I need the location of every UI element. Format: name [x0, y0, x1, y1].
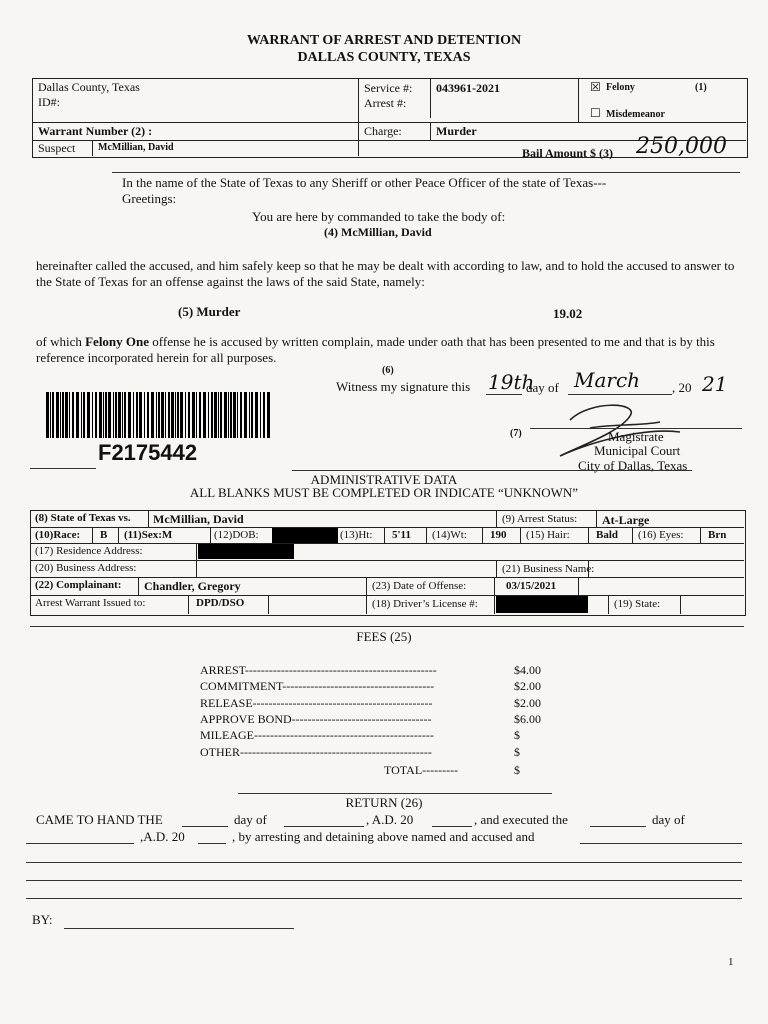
fee-label: ARREST------------------------------------------------ — [200, 663, 437, 677]
business-name-label: (21) Business Name: — [502, 563, 595, 575]
fees-total-label: TOTAL--------- — [384, 763, 459, 777]
witness-year-handwritten: 21 — [702, 372, 728, 396]
business-address-label: (20) Business Address: — [35, 562, 137, 574]
weight-value: 190 — [490, 529, 507, 541]
day-of-text: day of — [526, 380, 559, 395]
issued-to-value: DPD/DSO — [196, 597, 245, 609]
offense-code: 19.02 — [553, 306, 583, 321]
offense-date-label: (23) Date of Offense: — [372, 580, 467, 592]
custody-paragraph: hereinafter called the accused, and him safely keep so that he may be dealt with according to law, and to hold the accused to answer to the State of Texas for an offense against the laws of the said State, namely: — [36, 258, 735, 289]
fee-label: MILEAGE--------------------------------------------- — [200, 728, 434, 743]
court-label: Municipal Court — [594, 443, 681, 458]
fee-amount: $6.00 — [514, 711, 541, 726]
fee-label: APPROVE BOND----------------------------------- — [200, 711, 432, 726]
suspect-value: McMillian, David — [98, 142, 174, 153]
return-ad20-text: , A.D. 20 — [366, 812, 414, 827]
document-subtitle: DALLAS COUNTY, TEXAS — [297, 50, 471, 65]
service-value: 043961-2021 — [436, 81, 500, 95]
fee-amount: $ — [514, 744, 520, 759]
felony-checkbox-icon: ☒ — [590, 80, 601, 94]
suspect-label: Suspect — [38, 141, 76, 155]
fee-label: COMMITMENT-------------------------------------- — [200, 679, 435, 694]
witness-day-handwritten: 19th — [488, 370, 535, 394]
misdemeanor-checkbox-icon: ☐ — [590, 106, 601, 120]
commanded-text: You are here by commanded to take the body of: — [252, 209, 506, 224]
intro-text: In the name of the State of Texas to any Sheriff or other Peace Officer of the state of Texas--- — [122, 175, 607, 190]
witness-month-handwritten: March — [574, 368, 641, 392]
id-label: ID#: — [38, 95, 60, 109]
fee-amount: $2.00 — [514, 679, 541, 694]
offense-date-value: 03/15/2021 — [506, 580, 557, 592]
by-signature-line — [64, 928, 294, 929]
felony-number: (1) — [695, 82, 707, 93]
accused-name: (4) McMillian, David — [324, 225, 432, 239]
magistrate-label: Magistrate — [608, 429, 664, 444]
dl-state-label: (19) State: — [614, 598, 661, 610]
greetings-text: Greetings: — [122, 191, 177, 206]
service-label: Service #: — [364, 81, 413, 95]
return-day-of-2-text: day of — [652, 812, 685, 827]
height-value: 5'11 — [392, 529, 411, 541]
hair-value: Bald — [596, 529, 619, 541]
admin-data-subtitle: ALL BLANKS MUST BE COMPLETED OR INDICATE “UNKNOWN” — [189, 485, 579, 500]
came-to-hand-text: CAME TO HAND THE — [36, 812, 163, 827]
fees-total-amount: $ — [514, 763, 520, 777]
arresting-text: , by arresting and detaining above named and accused and — [232, 829, 535, 844]
drivers-license-redaction — [496, 596, 588, 613]
race-label: (10)Race: — [35, 529, 81, 541]
field-6-label: (6) — [382, 365, 394, 376]
warrant-number-label: Warrant Number (2) : — [38, 124, 153, 138]
complainant-label: (22) Complainant: — [35, 579, 122, 591]
executed-text: , and executed the — [474, 812, 568, 827]
fee-amount: $4.00 — [514, 663, 541, 677]
fees-title: FEES (25) — [356, 629, 412, 644]
dob-label: (12)DOB: — [214, 529, 259, 541]
offense-name: (5) Murder — [178, 304, 241, 319]
weight-label: (14)Wt: — [432, 529, 467, 541]
city-label: City of Dallas, Texas — [578, 458, 688, 473]
return-title: RETURN (26) — [345, 795, 423, 810]
barcode-number: F2175442 — [98, 440, 198, 465]
page-number: 1 — [728, 956, 734, 968]
felony-paragraph: of which Felony One offense he is accused by written complain, made under oath that has been presented to me and that is by this reference incorporated herein for all purposes. — [36, 334, 715, 365]
fee-label: RELEASE--------------------------------------------- — [200, 695, 433, 710]
by-label: BY: — [32, 912, 53, 927]
fee-amount: $ — [514, 728, 520, 743]
county-label: Dallas County, Texas — [38, 80, 140, 94]
charge-value: Murder — [436, 124, 477, 138]
dob-redaction — [272, 528, 338, 543]
sex-label: (11)Sex:M — [124, 529, 173, 541]
issued-to-label: Arrest Warrant Issued to: — [35, 597, 146, 609]
arrest-status-value: At-Large — [602, 513, 650, 527]
hair-label: (15) Hair: — [526, 529, 570, 541]
race-value: B — [100, 529, 108, 541]
return-ad20-2-text: ,A.D. 20 — [140, 829, 185, 844]
state-vs-value: McMillian, David — [153, 512, 244, 526]
year-prefix: , 20 — [672, 380, 692, 395]
height-label: (13)Ht: — [340, 529, 373, 541]
drivers-license-label: (18) Driver’s License #: — [372, 598, 478, 610]
felony-label: Felony — [606, 82, 635, 93]
barcode-icon — [46, 392, 272, 438]
residence-address-label: (17) Residence Address: — [35, 545, 143, 557]
residence-redaction — [198, 544, 294, 559]
arrest-status-label: (9) Arrest Status: — [502, 513, 578, 525]
eyes-value: Brn — [708, 529, 727, 541]
misdemeanor-label: Misdemeanor — [606, 109, 665, 120]
charge-label: Charge: — [364, 124, 402, 138]
complainant-value: Chandler, Gregory — [144, 579, 241, 593]
admin-data-title: ADMINISTRATIVE DATA — [310, 472, 458, 487]
return-day-of-text: day of — [234, 812, 267, 827]
arrest-number-label: Arrest #: — [364, 96, 407, 110]
fee-amount: $2.00 — [514, 695, 541, 710]
bail-amount-label: Bail Amount $ (3) — [522, 146, 614, 160]
witness-text: Witness my signature this — [336, 379, 471, 394]
fee-label: OTHER------------------------------------------------ — [200, 744, 432, 759]
bail-amount-handwritten: 250,000 — [636, 134, 727, 159]
document-title: WARRANT OF ARREST AND DETENTION — [246, 33, 522, 48]
field-7-label: (7) — [510, 428, 522, 439]
state-vs-label: (8) State of Texas vs. — [35, 512, 131, 524]
eyes-label: (16) Eyes: — [638, 529, 684, 541]
